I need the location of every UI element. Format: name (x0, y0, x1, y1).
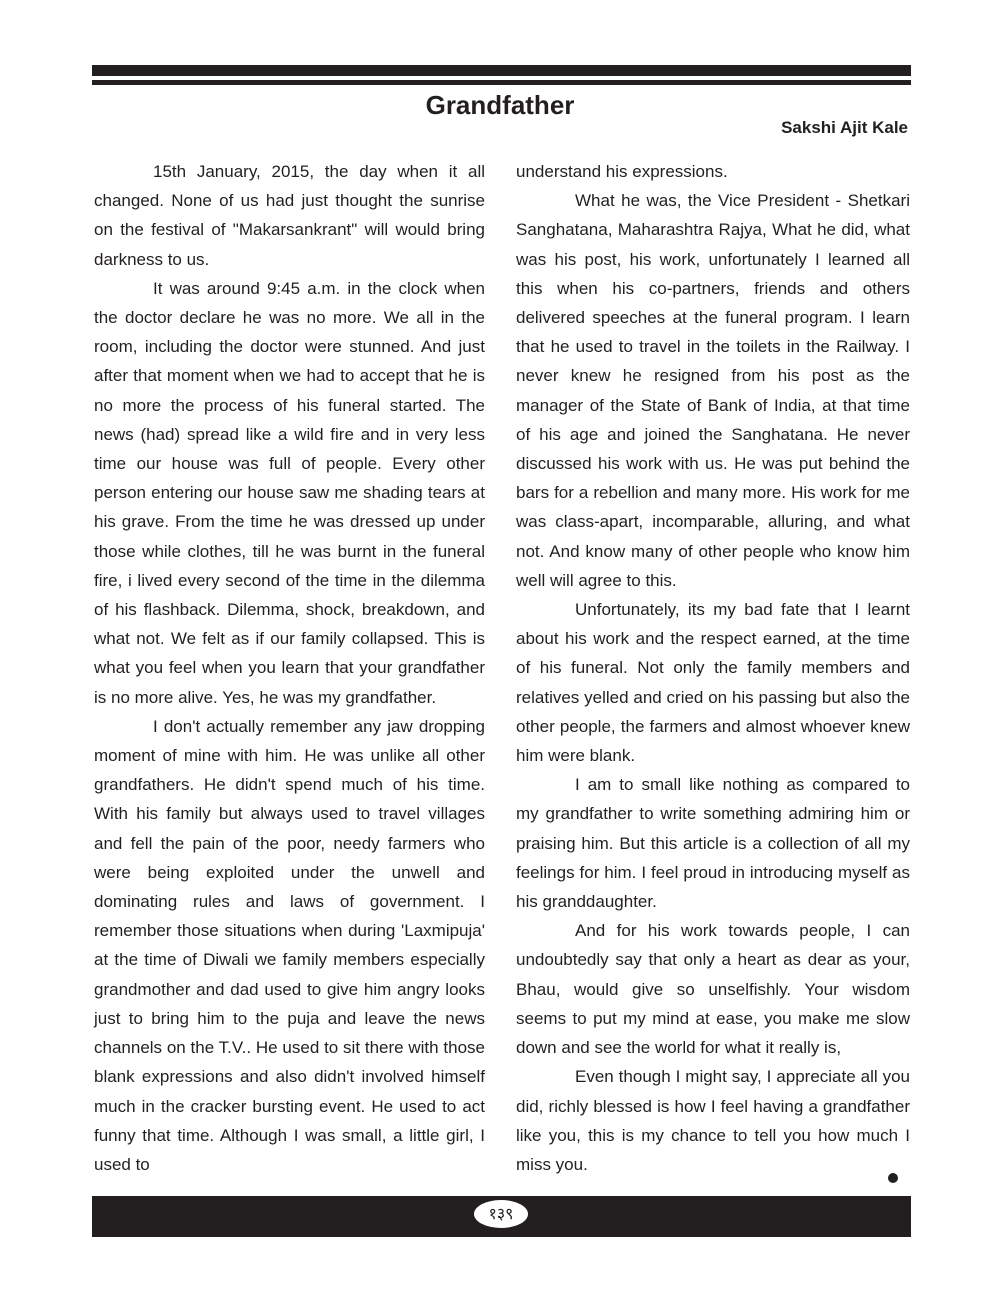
paragraph: Unfortunately, its my bad fate that I learnt about his work and the respect earned, at the time of his funeral. Not only the family members and relatives yelled and cried on his passing but also the other people, the farmers and almost whoever knew him were blank. (516, 600, 910, 766)
page-number: १३९ (474, 1200, 528, 1228)
paragraph-continued: understand his expressions. (516, 162, 728, 181)
paragraph: 15th January, 2015, the day when it all changed. None of us had just thought the sunrise on the festival of "Makarsankrant" will would bring darkness to us. (94, 162, 485, 269)
article-author: Sakshi Ajit Kale (781, 118, 908, 137)
paragraph: I am to small like nothing as compared to my grandfather to write something admiring him or praising him. But this article is a collection of all my feelings for him. I feel proud in introducing myself as his granddaughter. (516, 775, 910, 912)
header-rule-thin (92, 80, 911, 85)
paragraph: I don't actually remember any jaw dropping moment of mine with him. He was unlike all other grandfathers. He didn't spend much of his time. With his family but always used to travel villages and fell the pain of the poor, needy farmers who were being exploited under the unwell and dominating rules and laws of government. I remember those situations when during 'Laxmipuja' at the time of Diwali we family members especially grandmother and dad used to give him angry looks just to bring him to the puja and leave the news channels on the T.V.. He used to sit there with those blank expressions and also didn't involved himself much in the cracker bursting event. He used to act funny that time. Although I was small, a little girl, I used to (94, 716, 485, 1174)
end-of-article-bullet-icon (888, 1173, 898, 1183)
header-rule-thick (92, 65, 911, 76)
paragraph: And for his work towards people, I can undoubtedly say that only a heart as dear as your, Bhau, would give so unselfishly. Your wisdom seems to put my mind at ease, you make me slow down and see the world for what it really is, (516, 921, 910, 1058)
paragraph: Even though I might say, I appreciate all you did, richly blessed is how I feel having a grandfather like you, this is my chance to tell you how much I miss you. (516, 1067, 910, 1174)
right-column (516, 157, 910, 1179)
left-column (94, 157, 485, 1179)
paragraph: What he was, the Vice President - Shetkari Sanghatana, Maharashtra Rajya, What he did, what was his post, his work, unfortunately I learned all this when his co-partners, friends and others delivered speeches at the funeral program. I learn that he used to travel in the toilets in the Railway. I never knew he resigned from his post as the manager of the State of Bank of India, at that time of his age and joined the Sanghatana. He never discussed his work with us. He was put behind the bars for a rebellion and many more. His work for me was class-apart, incomparable, alluring, and what not. And know many of other people who know him well will agree to this. (516, 191, 910, 590)
paragraph: It was around 9:45 a.m. in the clock when the doctor declare he was no more. We all in the room, including the doctor were stunned. And just after that moment when we had to accept that he is no more the process of his funeral started. The news (had) spread like a wild fire and in very less time our house was full of people. Every other person entering our house saw me shading tears at his grave. From the time he was dressed up under those while clothes, till he was burnt in the funeral fire, i lived every second of the time in the dilemma of his flashback. Dilemma, shock, breakdown, and what not. We felt as if our family collapsed. This is what you feel when you learn that your grandfather is no more alive. Yes, he was my grandfather. (94, 278, 485, 707)
article-title: Grandfather (425, 90, 575, 120)
